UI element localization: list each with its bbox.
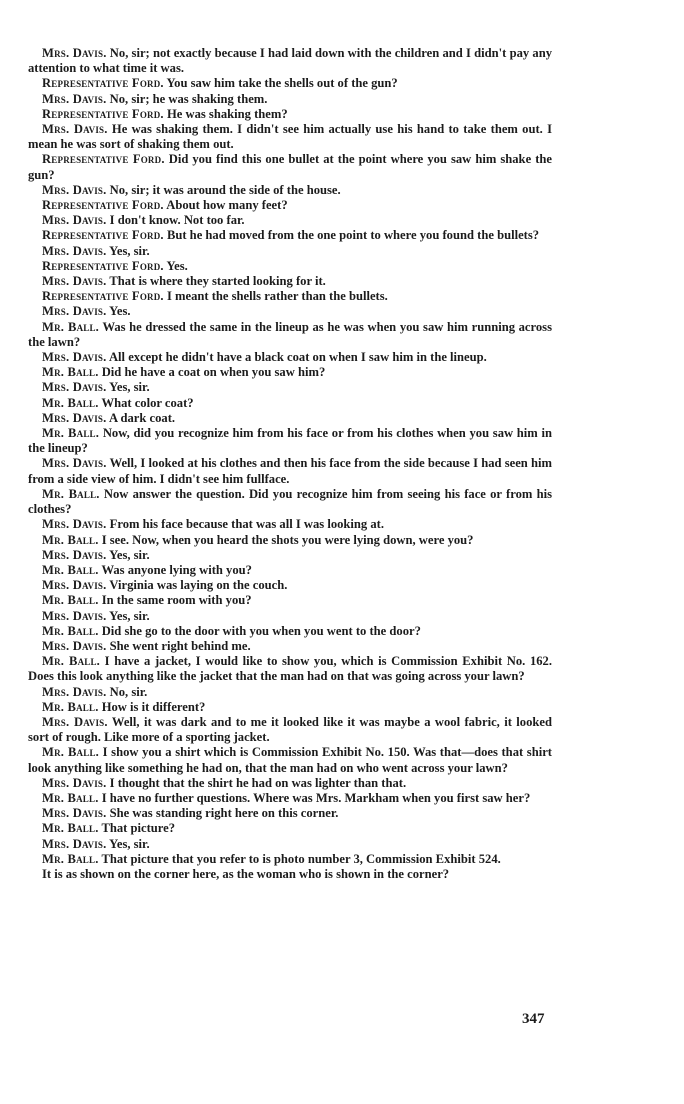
paragraph-text: I see. Now, when you heard the shots you were lying down, were you? — [101, 532, 474, 547]
speaker-label: Mrs. Davis. — [42, 46, 107, 60]
speaker-label: Mr. Ball. — [42, 851, 99, 866]
transcript-paragraph — [28, 259, 552, 274]
transcript-paragraph — [28, 122, 552, 152]
speaker-label: Mr. Ball. — [42, 365, 99, 380]
paragraph-text: I meant the shells rather than the bullets. — [166, 289, 388, 304]
speaker-label: Mrs. Davis. — [42, 456, 107, 471]
speaker-label: Mr. Ball. — [42, 593, 99, 608]
transcript-paragraph — [28, 198, 552, 213]
paragraph-text: Did you find this one bullet at the point where you saw him shake the gun? — [28, 152, 552, 182]
paragraph-text: About how many feet? — [166, 198, 288, 213]
transcript-paragraph — [28, 852, 552, 867]
transcript-paragraph — [28, 213, 552, 228]
paragraph-text: Well, it was dark and to me it looked like it was maybe a wool fabric, it looked sort of rough. Like more of a sporting jacket. — [28, 714, 552, 745]
paragraph-text: I have no further questions. Where was Mrs. Markham when you first saw her? — [101, 790, 531, 805]
paragraph-text: Yes, sir. — [109, 836, 150, 851]
paragraph-text: From his face because that was all I was looking at. — [109, 517, 385, 532]
paragraph-text: No, sir; not exactly because I had laid down with the children and I didn't pay any attention to what time it was. — [28, 46, 552, 76]
speaker-label: Mr. Ball. — [42, 745, 100, 760]
speaker-label: Mr. Ball. — [42, 821, 99, 836]
transcript-paragraph — [28, 548, 552, 563]
paragraph-text: Now, did you recognize him from his face or from his clothes when you saw him in the lineup? — [28, 426, 552, 456]
speaker-label: Mr. Ball. — [42, 486, 100, 501]
paragraph-text: Yes. — [109, 304, 131, 319]
speaker-label: Mr. Ball. — [42, 395, 99, 410]
transcript-paragraph — [28, 487, 552, 517]
transcript-paragraph — [28, 806, 552, 821]
paragraph-text: I have a jacket, I would like to show you, which is Commission Exhibit No. 162. Does this look anything like the jacket that the man had on that was going across your lawn? — [28, 654, 552, 684]
transcript-paragraph — [28, 289, 552, 304]
paragraph-text: How is it different? — [101, 699, 206, 714]
transcript-paragraph — [28, 396, 552, 411]
transcript-paragraph — [28, 685, 552, 700]
transcript-paragraph — [28, 563, 552, 578]
transcript-paragraph — [28, 76, 552, 91]
paragraph-text: Yes, sir. — [109, 547, 150, 562]
paragraph-text: All except he didn't have a black coat on when I saw him in the lineup. — [108, 350, 487, 365]
transcript-page — [28, 46, 552, 882]
transcript-paragraph — [28, 609, 552, 624]
speaker-label: Representative Ford. — [42, 258, 164, 273]
transcript-paragraph — [28, 821, 552, 836]
transcript-paragraph — [28, 715, 552, 745]
transcript-paragraph — [28, 700, 552, 715]
paragraph-text: He was shaking them. I didn't see him actually use his hand to take them out. I mean he was sort of shaking them out. — [28, 122, 553, 152]
paragraph-text: In the same room with you? — [101, 593, 252, 608]
speaker-label: Mrs. Davis. — [42, 775, 107, 790]
paragraph-text: Was he dressed the same in the lineup as he was when you saw him running across the lawn? — [28, 319, 552, 349]
transcript-paragraph — [28, 578, 552, 593]
paragraph-text: She was standing right here on this corner. — [109, 806, 339, 821]
transcript-paragraph — [28, 639, 552, 654]
paragraph-text: Now answer the question. Did you recognize him from seeing his face or from his clothes? — [28, 486, 552, 517]
transcript-paragraph — [28, 365, 552, 380]
speaker-label: Representative Ford. — [42, 198, 164, 213]
speaker-label: Mrs. Davis. — [42, 714, 108, 729]
paragraph-text: Did he have a coat on when you saw him? — [101, 365, 326, 380]
transcript-paragraph — [28, 107, 552, 122]
speaker-label: Mr. Ball. — [42, 623, 99, 638]
speaker-label: Representative Ford. — [42, 228, 164, 243]
paragraph-text: But he had moved from the one point to where you found the bullets? — [166, 228, 540, 243]
transcript-paragraph — [28, 456, 552, 486]
paragraph-text: That picture? — [101, 821, 176, 836]
speaker-label: Mrs. Davis. — [42, 243, 107, 258]
speaker-label: Mr. Ball. — [42, 654, 101, 669]
transcript-paragraph — [28, 46, 552, 76]
transcript-paragraph — [28, 745, 552, 775]
speaker-label: Mrs. Davis. — [42, 517, 107, 532]
speaker-label: Mrs. Davis. — [42, 304, 107, 319]
speaker-label: Representative Ford. — [42, 289, 164, 304]
speaker-label: Mr. Ball. — [42, 426, 100, 441]
transcript-paragraph — [28, 304, 552, 319]
speaker-label: Mrs. Davis. — [42, 213, 107, 228]
paragraph-text: A dark coat. — [108, 410, 176, 425]
transcript-paragraph — [28, 411, 552, 426]
transcript-paragraph — [28, 654, 552, 684]
paragraph-text: You saw him take the shells out of the gun? — [166, 76, 398, 91]
transcript-paragraph — [28, 350, 552, 365]
speaker-label: Representative Ford. — [42, 76, 164, 91]
transcript-paragraph — [28, 228, 552, 243]
paragraph-text: That picture that you refer to is photo number 3, Commission Exhibit 524. — [101, 851, 501, 866]
transcript-paragraph — [28, 533, 552, 548]
transcript-paragraph — [28, 244, 552, 259]
paragraph-text: No, sir; he was shaking them. — [109, 91, 268, 106]
speaker-label: Mrs. Davis. — [42, 122, 108, 137]
paragraph-text: No, sir. — [109, 684, 148, 699]
paragraph-text: Yes, sir. — [109, 608, 150, 623]
paragraph-text: No, sir; it was around the side of the house. — [109, 182, 341, 197]
paragraph-text: Yes, sir. — [109, 243, 150, 258]
speaker-label: Mr. Ball. — [42, 532, 99, 547]
speaker-label: Mrs. Davis. — [42, 410, 107, 425]
paragraph-text: Yes. — [166, 258, 188, 273]
paragraph-text: What color coat? — [101, 395, 194, 410]
transcript-paragraph — [28, 776, 552, 791]
transcript-paragraph — [28, 837, 552, 852]
paragraph-text: Was anyone lying with you? — [101, 562, 252, 577]
paragraph-text: Well, I looked at his clothes and then his face from the side because I had seen him from a side view of him. I didn't see him fullface. — [28, 456, 553, 486]
transcript-paragraph — [28, 426, 552, 456]
speaker-label: Mrs. Davis. — [42, 578, 107, 593]
speaker-label: Mr. Ball. — [42, 319, 100, 334]
speaker-label: Mrs. Davis. — [42, 547, 107, 562]
transcript-paragraph — [28, 320, 552, 350]
speaker-label: Mrs. Davis. — [42, 836, 107, 851]
speaker-label: Mrs. Davis. — [42, 638, 107, 653]
paragraph-text: She went right behind me. — [109, 638, 251, 653]
speaker-label: Mrs. Davis. — [42, 350, 107, 365]
paragraph-text: I don't know. Not too far. — [109, 213, 245, 228]
paragraph-text: I thought that the shirt he had on was lighter than that. — [109, 775, 407, 790]
speaker-label: Mrs. Davis. — [42, 274, 107, 289]
speaker-label: Representative Ford. — [42, 106, 164, 121]
speaker-label: Mrs. Davis. — [42, 684, 107, 699]
speaker-label: Mrs. Davis. — [42, 806, 107, 821]
paragraph-text: Virginia was laying on the couch. — [109, 578, 288, 593]
speaker-label: Mrs. Davis. — [42, 608, 107, 623]
paragraph-text: I show you a shirt which is Commission Exhibit No. 150. Was that—does that shirt look anything like something he had on, that the man had on who went across your lawn? — [28, 745, 552, 775]
speaker-label: Mr. Ball. — [42, 562, 99, 577]
speaker-label: Mrs. Davis. — [42, 380, 107, 395]
speaker-label: Representative Ford. — [42, 152, 165, 167]
paragraph-text: It is as shown on the corner here, as the woman who is shown in the corner? — [42, 866, 450, 881]
paragraph-text: That is where they started looking for it. — [109, 274, 326, 289]
transcript-paragraph — [28, 867, 552, 882]
transcript-paragraph — [28, 791, 552, 806]
page-number: 347 — [522, 1011, 545, 1027]
speaker-label: Mrs. Davis. — [42, 182, 107, 197]
transcript-paragraph — [28, 152, 552, 182]
transcript-paragraph — [28, 92, 552, 107]
speaker-label: Mr. Ball. — [42, 790, 99, 805]
speaker-label: Mr. Ball. — [42, 699, 99, 714]
paragraph-text: Did she go to the door with you when you went to the door? — [101, 623, 421, 638]
transcript-paragraph — [28, 380, 552, 395]
transcript-paragraph — [28, 183, 552, 198]
paragraph-text: Yes, sir. — [109, 380, 150, 395]
transcript-paragraph — [28, 274, 552, 289]
transcript-paragraph — [28, 593, 552, 608]
transcript-paragraph — [28, 517, 552, 532]
speaker-label: Mrs. Davis. — [42, 91, 107, 106]
paragraph-text: He was shaking them? — [166, 106, 288, 121]
transcript-paragraph — [28, 624, 552, 639]
